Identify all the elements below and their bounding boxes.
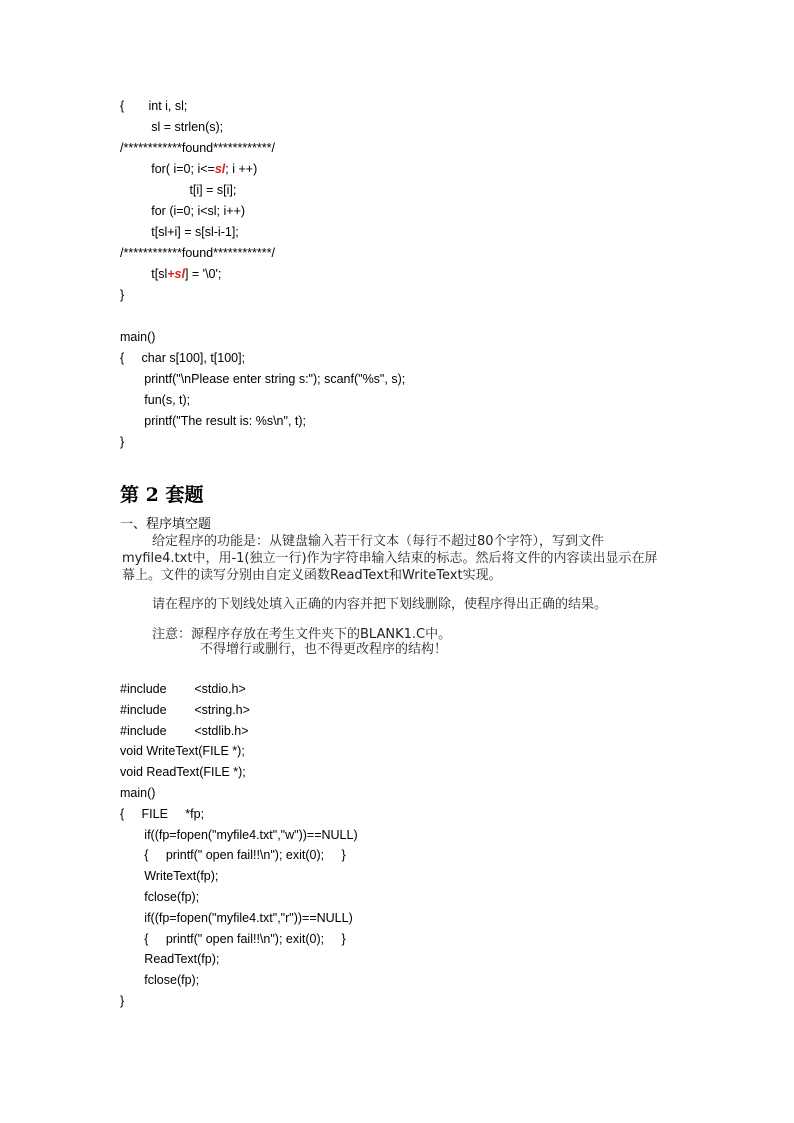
code-text: /************found************/ — [120, 246, 275, 260]
code-line — [120, 285, 124, 306]
code-line: ReadText(fp); — [120, 952, 220, 967]
code-text: for( i=0; i<= — [120, 162, 215, 176]
code-line — [120, 138, 275, 159]
code-text: main() — [120, 330, 156, 344]
code-line: if((fp=fopen("myfile4.txt","r"))==NULL) — [120, 910, 353, 925]
code-line — [120, 201, 245, 222]
code-line: { printf(" open fail!!\n"); exit(0); } — [120, 848, 346, 863]
code-line: { printf(" open fail!!\n"); exit(0); } — [120, 931, 346, 946]
code-text: for (i=0; i<sl; i++) — [120, 204, 246, 218]
code-text: t[i] = s[i]; — [120, 183, 237, 197]
code-text: printf("\nPlease enter string s:"); scanf("%s", s); — [120, 372, 406, 386]
code-line — [120, 327, 155, 348]
code-line — [120, 432, 124, 453]
task-description: 给定程序的功能是：从键盘输入若干行文本（每行不超过80个字符），写到文件myfile4.txt中，用-1(独立一行)作为字符串输入结束的标志。然后将文件的内容读出显示在屏幕上。文件的读写分别由自定义函数ReadText和WriteText实现。 — [122, 534, 658, 583]
code-line — [120, 180, 236, 201]
note-line-2: 不得增行或删行，也不得更改程序的结构！ — [200, 642, 448, 657]
code-text: } — [120, 435, 125, 449]
code-text: t[sl — [120, 267, 168, 281]
code-line — [120, 96, 187, 117]
note-line-1: 注意：源程序存放在考生文件夹下的BLANK1.C中。 — [152, 627, 452, 642]
code-text: { char s[100], t[100]; — [120, 351, 246, 365]
code-line — [120, 264, 221, 285]
code-text: printf("The result is: %s\n", t); — [120, 414, 307, 428]
code-text: t[sl+i] = s[sl-i-1]; — [120, 225, 239, 239]
code-line: void WriteText(FILE *); — [120, 744, 245, 759]
code-line: WriteText(fp); — [120, 869, 219, 884]
code-line — [120, 369, 405, 390]
code-line: fclose(fp); — [120, 890, 200, 904]
code-line — [120, 390, 190, 411]
code-line — [120, 348, 245, 369]
code-line: void ReadText(FILE *); — [120, 765, 246, 780]
code-text: sl = strlen(s); — [120, 120, 224, 134]
code-line: { FILE *fp; — [120, 806, 205, 821]
code-text: ; i ++) — [225, 162, 258, 176]
code-text: { int i, sl; — [120, 99, 188, 113]
section-title: 第 2 套题 — [120, 484, 204, 506]
code-line: fclose(fp); — [120, 973, 200, 988]
highlighted-code: sl — [214, 162, 226, 176]
code-line — [120, 222, 239, 243]
task-instruction: 请在程序的下划线处填入正确的内容并把下划线删除，使程序得出正确的结果。 — [152, 597, 608, 612]
code-line: if((fp=fopen("myfile4.txt","w"))==NULL) — [120, 827, 358, 842]
code-line: #include <string.h> — [120, 702, 250, 717]
code-text: } — [120, 288, 125, 302]
code-line: } — [120, 994, 125, 1008]
code-line: #include <stdlib.h> — [120, 723, 249, 738]
code-line: #include <stdio.h> — [120, 682, 246, 696]
code-text: ] = '\0'; — [184, 267, 222, 281]
code-line: main() — [120, 786, 156, 800]
code-line — [120, 243, 275, 264]
code-line — [120, 411, 306, 432]
code-text: /************found************/ — [120, 141, 275, 155]
section-subtitle: 一、程序填空题 — [120, 517, 212, 532]
highlighted-code: +sl — [167, 267, 185, 281]
code-line — [120, 159, 257, 180]
code-line — [120, 117, 223, 138]
code-text: fun(s, t); — [120, 393, 191, 407]
